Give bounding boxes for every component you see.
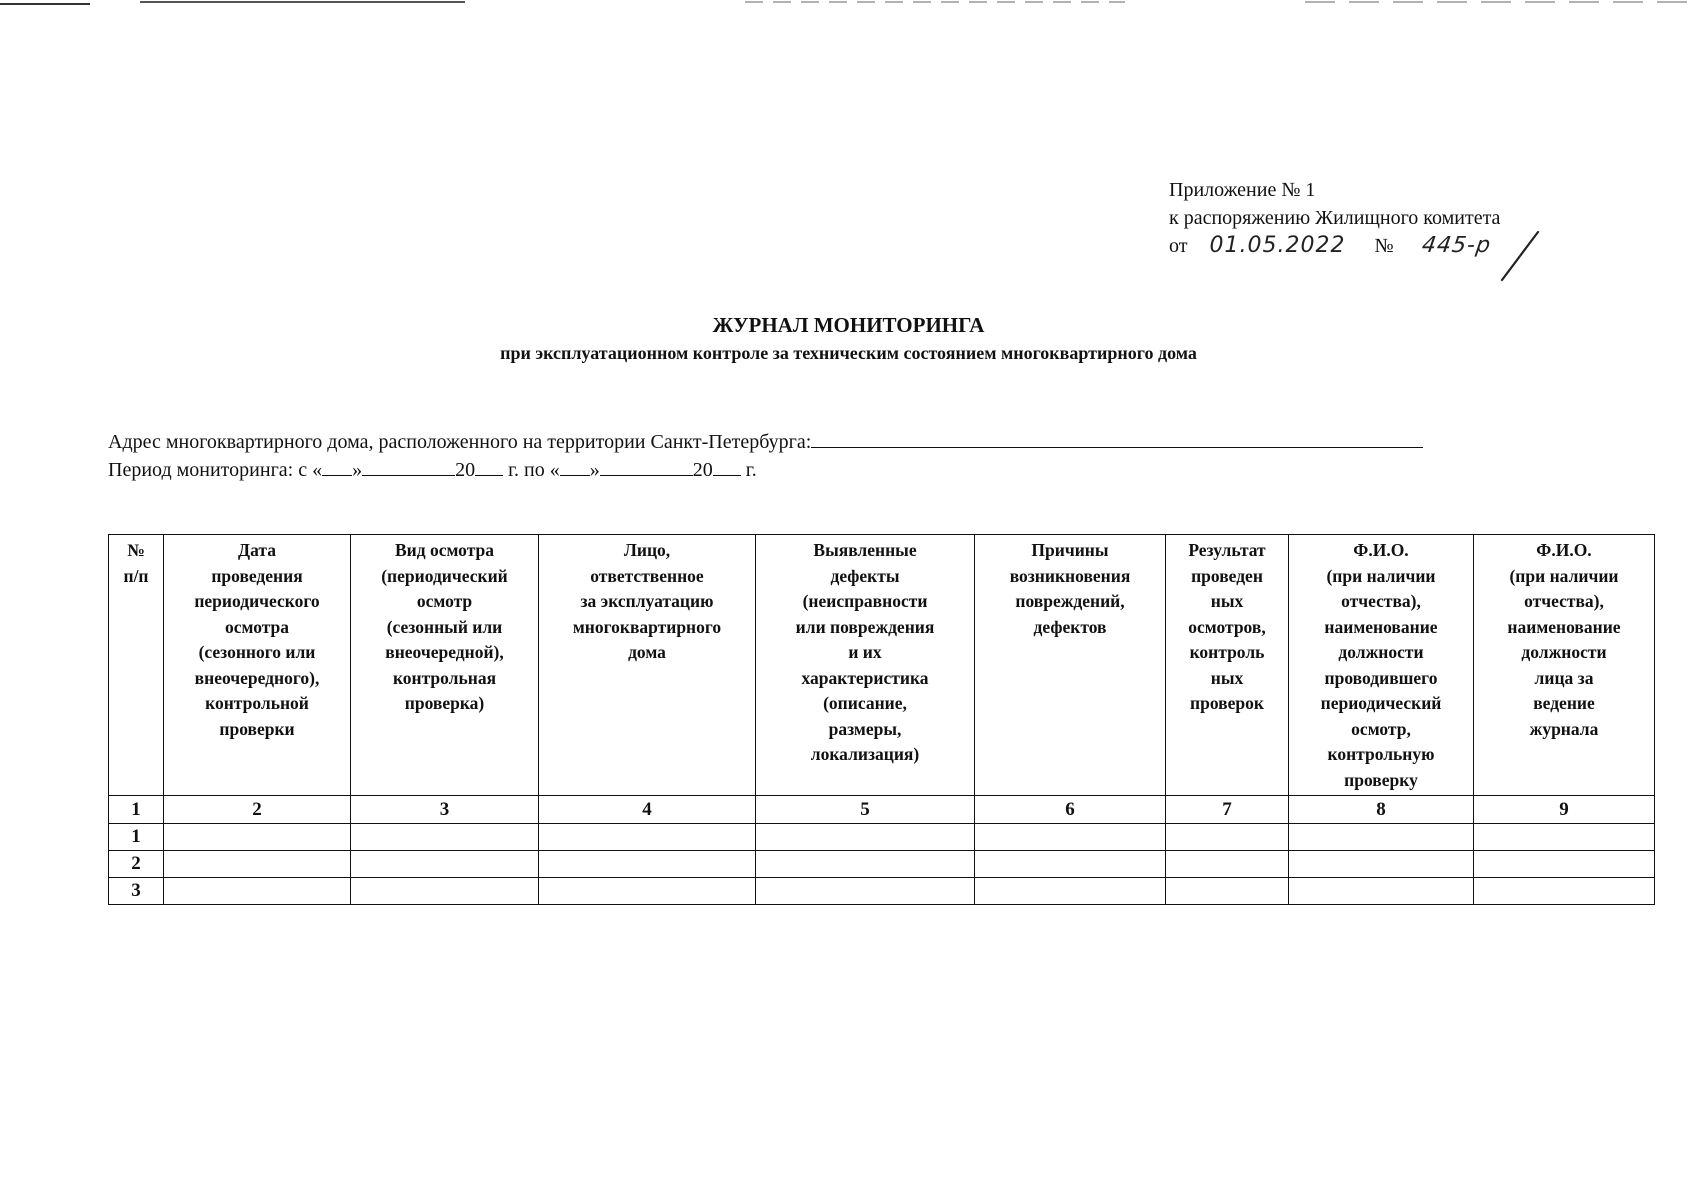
empty-cell[interactable]: [164, 851, 351, 878]
empty-cell[interactable]: [539, 878, 756, 905]
empty-cell[interactable]: [756, 824, 975, 851]
column-number-cell: 5: [756, 796, 975, 824]
column-number-cell: 1: [109, 796, 164, 824]
empty-cell[interactable]: [756, 878, 975, 905]
handwritten-number: 445-р: [1419, 233, 1493, 258]
appendix-line1: Приложение № 1: [1169, 179, 1316, 201]
header-cell: № п/п: [109, 535, 164, 796]
appendix-line2: к распоряжению Жилищного комитета: [1169, 207, 1501, 229]
empty-cell[interactable]: [1474, 851, 1655, 878]
empty-cell[interactable]: [351, 851, 539, 878]
period-to-day-blank[interactable]: [560, 457, 590, 476]
period-label: Период мониторинга: с «: [108, 459, 323, 481]
handwritten-date: 01.05.2022: [1209, 233, 1346, 258]
empty-cell[interactable]: [1289, 878, 1474, 905]
empty-cell[interactable]: [164, 824, 351, 851]
row-number-cell: 2: [109, 851, 164, 878]
row-number-cell: 1: [109, 824, 164, 851]
ot-label: от: [1169, 235, 1188, 257]
header-cell: Результат проведен ных осмотров, контроль ных проверок: [1166, 535, 1289, 796]
empty-cell[interactable]: [1474, 878, 1655, 905]
period-year-prefix-2: 20: [692, 459, 713, 481]
empty-cell[interactable]: [1289, 851, 1474, 878]
period-quote-close-1: »: [352, 459, 363, 481]
period-quote-close-2: »: [589, 459, 600, 481]
empty-cell[interactable]: [1474, 824, 1655, 851]
address-label: Адрес многоквартирного дома, расположенного на территории Санкт-Петербурга:: [108, 431, 812, 453]
column-number-cell: 8: [1289, 796, 1474, 824]
header-cell: Вид осмотра (периодический осмотр (сезонный или внеочередной), контрольная проверка): [351, 535, 539, 796]
column-number-row: [109, 796, 1655, 824]
period-from-month-blank[interactable]: [362, 457, 455, 476]
row-number-cell: 3: [109, 878, 164, 905]
period-to-year-blank[interactable]: [713, 457, 741, 476]
empty-cell[interactable]: [164, 878, 351, 905]
empty-cell[interactable]: [975, 878, 1166, 905]
number-label: №: [1374, 235, 1394, 257]
header-cell: Причины возникновения повреждений, дефектов: [975, 535, 1166, 796]
period-to-month-blank[interactable]: [600, 457, 693, 476]
period-from-year-blank[interactable]: [475, 457, 503, 476]
column-number-cell: 4: [539, 796, 756, 824]
header-cell: Лицо, ответственное за эксплуатацию многоквартирного дома: [539, 535, 756, 796]
scan-edge-marks: [0, 0, 1697, 8]
empty-cell[interactable]: [975, 824, 1166, 851]
period-g-end: г.: [740, 459, 757, 481]
empty-cell[interactable]: [539, 851, 756, 878]
document-title: ЖУРНАЛ МОНИТОРИНГА: [712, 313, 985, 337]
table-row: [109, 824, 1655, 851]
address-blank[interactable]: [811, 429, 1423, 448]
address-line: [108, 428, 1423, 456]
column-number-cell: 2: [164, 796, 351, 824]
handwritten-stroke: [1490, 226, 1550, 286]
column-number-cell: 3: [351, 796, 539, 824]
document-subtitle: при эксплуатационном контроле за техническим состоянием многоквартирного дома: [500, 343, 1197, 363]
empty-cell[interactable]: [351, 878, 539, 905]
empty-cell[interactable]: [1166, 851, 1289, 878]
empty-cell[interactable]: [539, 824, 756, 851]
empty-cell[interactable]: [756, 851, 975, 878]
appendix-block: [1169, 176, 1500, 260]
empty-cell[interactable]: [975, 851, 1166, 878]
empty-cell[interactable]: [1166, 824, 1289, 851]
period-g-po: г. по «: [503, 459, 560, 481]
header-cell: Ф.И.О. (при наличии отчества), наименование должности лица за ведение журнала: [1474, 535, 1655, 796]
table-row: [109, 878, 1655, 905]
period-line: [108, 456, 1423, 484]
period-from-day-blank[interactable]: [322, 457, 352, 476]
table-row: [109, 851, 1655, 878]
column-number-cell: 9: [1474, 796, 1655, 824]
empty-cell[interactable]: [1166, 878, 1289, 905]
header-cell: Выявленные дефекты (неисправности или повреждения и их характеристика (описание, размеры, локализация): [756, 535, 975, 796]
empty-cell[interactable]: [351, 824, 539, 851]
form-fields: [108, 428, 1423, 484]
column-number-cell: 6: [975, 796, 1166, 824]
empty-cell[interactable]: [1289, 824, 1474, 851]
monitoring-journal-table: [108, 534, 1655, 905]
table-header-row: [109, 535, 1655, 796]
appendix-date-line: [1169, 232, 1500, 260]
header-cell: Дата проведения периодического осмотра (сезонного или внеочередного), контрольной проверки: [164, 535, 351, 796]
column-number-cell: 7: [1166, 796, 1289, 824]
period-year-prefix-1: 20: [455, 459, 476, 481]
header-cell: Ф.И.О. (при наличии отчества), наименование должности проводившего периодический осмотр, контрольную проверку: [1289, 535, 1474, 796]
